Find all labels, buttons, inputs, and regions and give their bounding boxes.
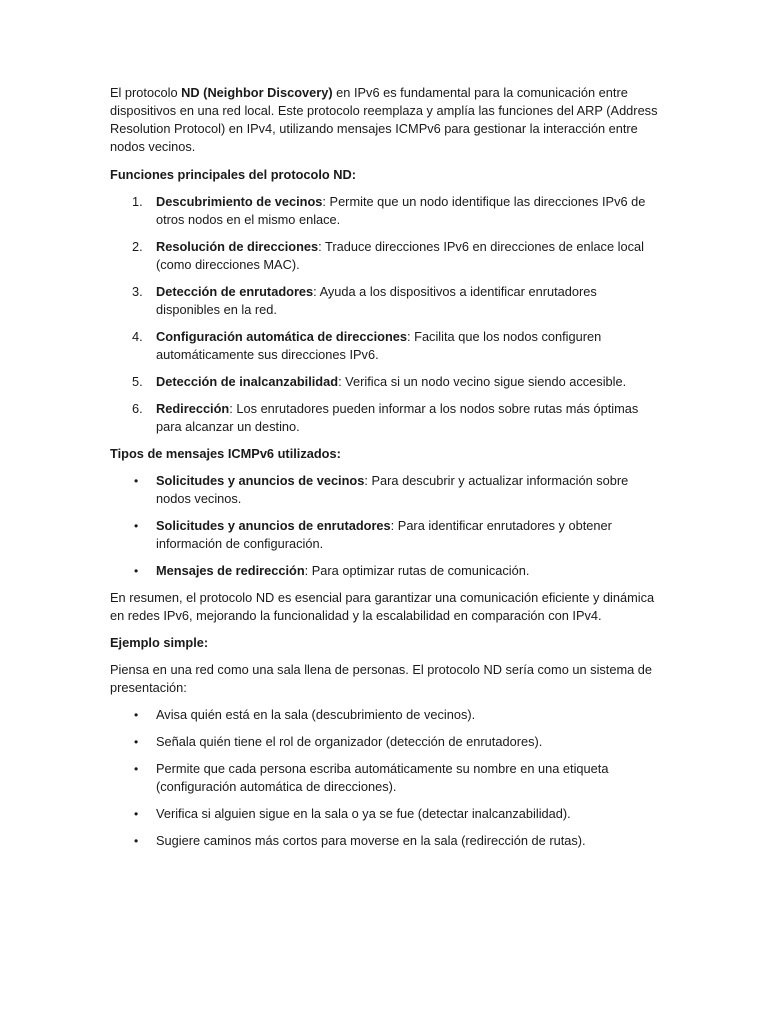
- list-item: [110, 517, 658, 553]
- item-description: : Permite que un nodo identifique las direcciones IPv6 de otros nodos en el mismo enlace.: [156, 194, 646, 227]
- item-term: Solicitudes y anuncios de vecinos: [156, 473, 365, 488]
- item-term: Detección de inalcanzabilidad: [156, 374, 339, 389]
- list-number: 6.: [132, 401, 143, 416]
- list-item: [110, 562, 658, 580]
- item-term: Resolución de direcciones: [156, 239, 319, 254]
- bullet-icon: •: [134, 519, 139, 533]
- list-number: 2.: [132, 239, 143, 254]
- intro-paragraph: [110, 84, 658, 156]
- list-item: [110, 760, 658, 796]
- bullet-icon: •: [134, 474, 139, 488]
- item-term: Detección de enrutadores: [156, 284, 314, 299]
- bullet-icon: •: [134, 807, 139, 821]
- item-description: : Para identificar enrutadores y obtener información de configuración.: [156, 518, 612, 551]
- list-item: [110, 238, 658, 274]
- list-item: [110, 373, 658, 391]
- list-item: [110, 193, 658, 229]
- item-term: Solicitudes y anuncios de enrutadores: [156, 518, 391, 533]
- list-item: [110, 706, 658, 724]
- list-number: 1.: [132, 194, 143, 209]
- list-number: 4.: [132, 329, 143, 344]
- item-description: : Ayuda a los dispositivos a identificar enrutadores disponibles en la red.: [156, 284, 597, 317]
- example-paragraph: Piensa en una red como una sala llena de personas. El protocolo ND sería como un sistema de presentación:: [110, 662, 653, 695]
- summary-paragraph: En resumen, el protocolo ND es esencial para garantizar una comunicación eficiente y dinámica en redes IPv6, mejorando la funcionalidad y la escalabilidad en comparación con IPv4.: [110, 590, 655, 623]
- bullet-icon: •: [134, 708, 139, 722]
- list-number: 3.: [132, 284, 143, 299]
- list-item: [110, 283, 658, 319]
- functions-heading: Funciones principales del protocolo ND:: [110, 167, 357, 182]
- item-term: Redirección: [156, 401, 230, 416]
- item-description: Avisa quién está en la sala (descubrimiento de vecinos).: [156, 707, 476, 722]
- item-description: : Para optimizar rutas de comunicación.: [304, 563, 530, 578]
- example-list: [110, 706, 658, 850]
- item-description: : Para descubrir y actualizar información sobre nodos vecinos.: [156, 473, 629, 506]
- intro-text-2: en IPv6 es fundamental para la comunicación entre dispositivos en una red local. Este protocolo reemplaza y amplía las funciones del ARP (Address Resolution Protocol) en IPv4, utilizando mensajes ICMPv6 para gestionar la interacción entre nodos vecinos.: [110, 85, 658, 154]
- intro-text-1: El protocolo: [110, 85, 182, 100]
- messages-list: [110, 472, 658, 580]
- item-description: Señala quién tiene el rol de organizador (detección de enrutadores).: [156, 734, 543, 749]
- item-description: : Traduce direcciones IPv6 en direcciones de enlace local (como direcciones MAC).: [156, 239, 644, 272]
- item-term: Configuración automática de direcciones: [156, 329, 408, 344]
- item-description: : Verifica si un nodo vecino sigue siendo accesible.: [338, 374, 627, 389]
- item-description: : Facilita que los nodos configuren automáticamente sus direcciones IPv6.: [156, 329, 602, 362]
- list-item: [110, 472, 658, 508]
- item-term: Mensajes de redirección: [156, 563, 305, 578]
- intro-bold-term: ND (Neighbor Discovery): [181, 85, 333, 100]
- item-term: Descubrimiento de vecinos: [156, 194, 323, 209]
- bullet-icon: •: [134, 834, 139, 848]
- messages-heading: Tipos de mensajes ICMPv6 utilizados:: [110, 446, 341, 461]
- item-description: Sugiere caminos más cortos para moverse en la sala (redirección de rutas).: [156, 833, 586, 848]
- bullet-icon: •: [134, 735, 139, 749]
- item-description: : Los enrutadores pueden informar a los nodos sobre rutas más óptimas para alcanzar un destino.: [156, 401, 639, 434]
- item-description: Verifica si alguien sigue en la sala o ya se fue (detectar inalcanzabilidad).: [156, 806, 571, 821]
- functions-list: [110, 193, 658, 436]
- bullet-icon: •: [134, 762, 139, 776]
- list-item: [110, 832, 658, 850]
- list-item: [110, 328, 658, 364]
- list-number: 5.: [132, 374, 143, 389]
- list-item: [110, 400, 658, 436]
- document-page: [110, 84, 658, 859]
- item-description: Permite que cada persona escriba automáticamente su nombre en una etiqueta (configuración automática de direcciones).: [156, 761, 609, 794]
- list-item: [110, 733, 658, 751]
- example-heading: Ejemplo simple:: [110, 635, 209, 650]
- bullet-icon: •: [134, 564, 139, 578]
- list-item: [110, 805, 658, 823]
